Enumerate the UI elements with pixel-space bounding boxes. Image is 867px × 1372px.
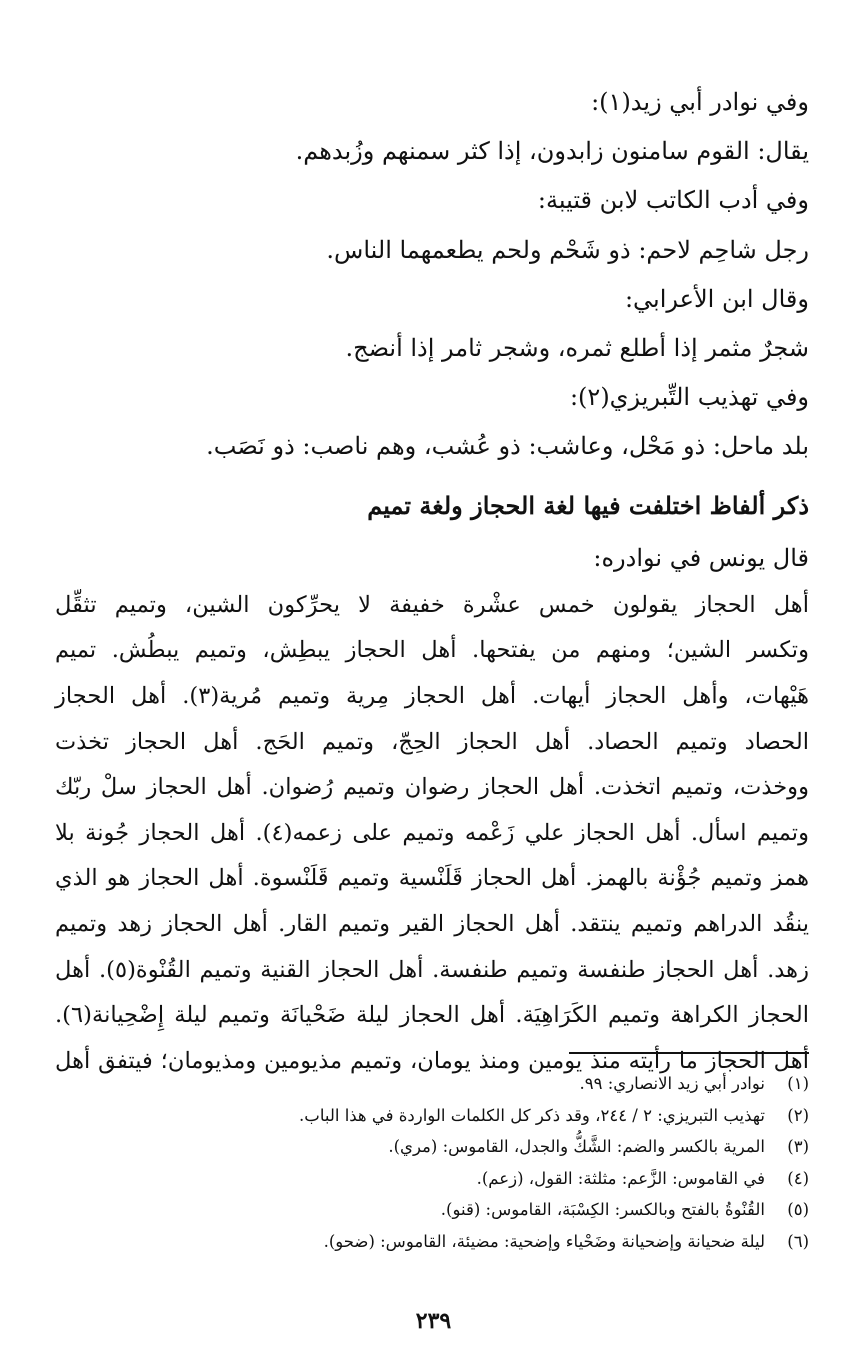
opening-line: وفي أدب الكاتب لابن قتيبة:: [537, 186, 809, 215]
footnote-text: نوادر أبي زيد الانصاري: ٩٩.: [579, 1074, 765, 1093]
body-line: وتكسر الشين؛ ومنهم من يفتحها. أهل الحجاز يبطِش، وتميم يبطُش. تميم: [55, 637, 809, 664]
body-line: أهل الحجاز ما رأيته منذ يومين ومنذ يومان، وتميم مذيومين ومذيومان؛ فيتفق أهل: [55, 1047, 809, 1074]
footnote-number: (٥): [787, 1200, 809, 1220]
body-line: أهل الحجاز يقولون خمس عشْرة خفيفة لا يحرِّكون الشين، وتميم تثقِّل: [55, 591, 809, 618]
opening-line: رجل شاحِم لاحم: ذو شَحْم ولحم يطعمهما الناس.: [326, 235, 809, 264]
footnote-text: في القاموس: الزَّعم: مثلثة: القول، (زعم).: [476, 1168, 765, 1188]
footnote: [55, 1226, 809, 1258]
body-line: وتميم اسأل. أهل الحجاز علي زَعْمه وتميم على زعمه(٤). أهل الحجاز جُونة بلا: [55, 819, 809, 846]
opening-line: شجرٌ مثمر إذا أطلع ثمره، وشجر ثامر إذا أنضج.: [345, 334, 809, 363]
footnote-number: (٢): [787, 1105, 809, 1125]
opening-line: وفي نوادر أبي زيد(١):: [591, 88, 809, 116]
footnote-number: (٣): [787, 1137, 809, 1157]
body-line: ووخذت، وتميم اتخذت. أهل الحجاز رضوان وتميم رُضوان. أهل الحجاز سلْ ربّك: [55, 774, 809, 801]
footnote-number: (٤): [787, 1168, 809, 1188]
footnote: [55, 1194, 809, 1226]
opening-line: وفي تهذيب التِّبريزي(٢):: [569, 383, 809, 412]
opening-lines: [55, 78, 809, 472]
intro: [55, 534, 809, 583]
opening-line: يقال: القوم سامنون زابدون، إذا كثر سمنهم وزُبدهم.: [295, 137, 809, 166]
footnote-text: تهذيب التبريزي: ٢ / ٢٤٤، وقد ذكر كل الكلمات الواردة في هذا الباب.: [299, 1105, 765, 1125]
footnote-divider: [569, 1052, 809, 1054]
body-line: همز وتميم جُؤْنة بالهمز. أهل الحجاز قَلَنْسية وتميم قَلَنْسوة. أهل الحجاز هو الذي: [55, 865, 809, 892]
page-number: ٢٣٩: [415, 1308, 452, 1334]
body-line: هَيْهات، وأهل الحجاز أيهات. أهل الحجاز مِرية وتميم مُرية(٣). أهل الحجاز: [55, 683, 809, 710]
body-paragraph: [55, 583, 809, 1085]
footnote-number: (٦): [787, 1231, 809, 1251]
body-line: الحصاد وتميم الحصاد. أهل الحجاز الحِجّ، وتميم الحَج. أهل الحجاز تخذت: [55, 728, 809, 755]
body-line: زهد. أهل الحجاز طنفسة وتميم طنفسة. أهل الحجاز القنية وتميم القُنْوة(٥). أهل: [55, 956, 809, 983]
footnotes: [55, 1068, 809, 1258]
section-heading: ذكر ألفاظ اختلفت فيها لغة الحجاز ولغة تميم: [367, 490, 809, 520]
footnote: [55, 1068, 809, 1100]
footnote-number: (١): [787, 1074, 809, 1093]
footnote-text: ليلة ضحيانة وإضحيانة وضَحْياء وإضحية: مضيئة، القاموس: (ضحو).: [323, 1231, 765, 1251]
footnote: [55, 1131, 809, 1163]
opening-line: وقال ابن الأعرابي:: [624, 284, 809, 313]
body-line: ينقُد الدراهم وتميم ينتقد. أهل الحجاز القير وتميم القار. أهل الحجاز زهد وتميم: [55, 910, 809, 937]
opening-line: بلد ماحل: ذو مَحْل، وعاشب: ذو عُشب، وهم ناصب: ذو نَصَب.: [206, 432, 809, 461]
footnote-text: القُنْوةُ بالفتح وبالكسر: الكِسْبَة، القاموس: (قنو).: [440, 1200, 765, 1220]
footnote-text: المرية بالكسر والضم: الشَّكُّ والجدل، القاموس: (مري).: [388, 1137, 765, 1157]
footnote: [55, 1100, 809, 1132]
footnote: [55, 1163, 809, 1195]
intro-line: قال يونس في نوادره:: [593, 543, 809, 572]
body-line: الحجاز الكراهة وتميم الكَرَاهِيَة. أهل الحجاز ليلة ضَحْيانَة وتميم ليلة إِضْحِيانة(٦).: [55, 1002, 809, 1029]
